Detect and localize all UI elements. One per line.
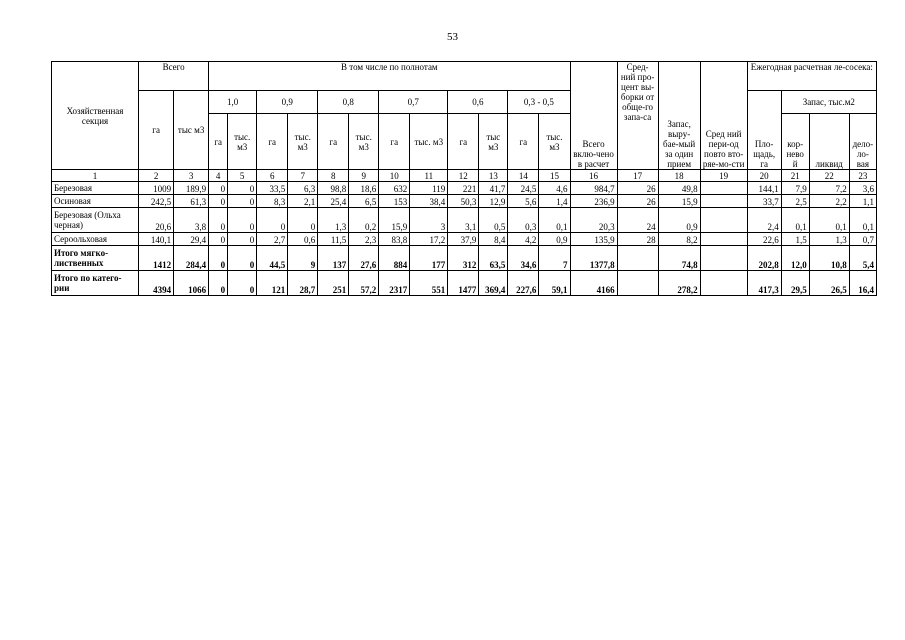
row-cell: 2,4 (747, 208, 781, 233)
col-number: 6 (257, 170, 288, 182)
row-section-name: Березовая (52, 182, 139, 195)
header-row-2 (52, 91, 877, 114)
row-section-name: Итого по катего-рии (52, 271, 139, 296)
col-number: 17 (617, 170, 658, 182)
row-cell: 63,5 (479, 246, 508, 271)
row-cell: 7 (539, 246, 570, 271)
header-harvest-stock: Запас, выру-бае-мый за один прием (658, 62, 700, 170)
row-cell: 0 (288, 208, 318, 233)
header-row-1 (52, 62, 877, 91)
row-cell: 7,9 (781, 182, 809, 195)
row-section-name: Березовая (Ольха черная) (52, 208, 139, 233)
row-cell: 49,8 (658, 182, 700, 195)
row-cell: 29,5 (781, 271, 809, 296)
row-cell: 59,1 (539, 271, 570, 296)
row-cell: 44,5 (257, 246, 288, 271)
header-total: Всего (139, 62, 209, 91)
col-number: 11 (410, 170, 448, 182)
table-row (52, 195, 877, 208)
table-row (52, 233, 877, 246)
header-d2-volume: тыс. м3 (288, 114, 318, 170)
row-cell: 284,4 (174, 246, 209, 271)
row-cell: 5,6 (508, 195, 539, 208)
row-cell: 7,2 (809, 182, 849, 195)
row-cell: 0 (228, 182, 257, 195)
header-d4-ga: га (379, 114, 410, 170)
page-number: 53 (447, 31, 458, 43)
row-cell: 0 (209, 182, 228, 195)
row-cell: 38,4 (410, 195, 448, 208)
row-cell: 1377,8 (570, 246, 617, 271)
cutting-area-table (51, 61, 877, 296)
row-cell: 0 (209, 233, 228, 246)
row-cell: 20,6 (139, 208, 174, 233)
row-cell: 0,6 (288, 233, 318, 246)
col-number: 18 (658, 170, 700, 182)
row-cell: 2317 (379, 271, 410, 296)
row-cell: 0 (228, 208, 257, 233)
row-cell: 4,6 (539, 182, 570, 195)
header-included-total: Всего вклю-чено в расчет (570, 62, 617, 170)
header-density-0-8: 0,8 (318, 91, 379, 114)
row-cell (700, 195, 747, 208)
header-by-density: В том числе по полнотам (209, 62, 570, 91)
row-cell: 153 (379, 195, 410, 208)
row-cell: 1,5 (781, 233, 809, 246)
col-number: 14 (508, 170, 539, 182)
col-number: 1 (52, 170, 139, 182)
row-cell: 24,5 (508, 182, 539, 195)
column-number-row (52, 170, 877, 182)
header-avg-selection-percent: Сред-ний про-цент вы-борки от обще-го запа-са (617, 62, 658, 170)
header-density-0-6: 0,6 (448, 91, 508, 114)
header-commercial-stock: дело-ло-вая (849, 114, 876, 170)
row-cell (700, 182, 747, 195)
col-number: 23 (849, 170, 876, 182)
row-cell: 2,1 (288, 195, 318, 208)
row-cell: 24 (617, 208, 658, 233)
row-cell: 140,1 (139, 233, 174, 246)
header-section: Хозяйственная секция (52, 62, 139, 170)
col-number: 22 (809, 170, 849, 182)
row-cell: 9 (288, 246, 318, 271)
row-cell: 0,7 (849, 233, 876, 246)
row-cell: 29,4 (174, 233, 209, 246)
row-cell: 5,4 (849, 246, 876, 271)
row-section-name: Сероольховая (52, 233, 139, 246)
row-cell: 2,5 (781, 195, 809, 208)
row-cell: 27,6 (349, 246, 379, 271)
col-number: 10 (379, 170, 410, 182)
row-cell: 11,5 (318, 233, 349, 246)
row-cell: 25,4 (318, 195, 349, 208)
table-row (52, 208, 877, 233)
row-cell: 984,7 (570, 182, 617, 195)
col-number: 9 (349, 170, 379, 182)
row-cell: 417,3 (747, 271, 781, 296)
header-d1-volume: тыс. м3 (228, 114, 257, 170)
row-cell (700, 246, 747, 271)
header-total-volume: тыс м3 (174, 91, 209, 170)
row-cell: 3,8 (174, 208, 209, 233)
table-row (52, 182, 877, 195)
header-d3-ga: га (318, 114, 349, 170)
row-cell (617, 246, 658, 271)
row-cell: 15,9 (658, 195, 700, 208)
row-cell: 632 (379, 182, 410, 195)
col-number: 19 (700, 170, 747, 182)
row-cell: 61,3 (174, 195, 209, 208)
row-cell: 37,9 (448, 233, 479, 246)
row-cell: 221 (448, 182, 479, 195)
row-cell: 41,7 (479, 182, 508, 195)
header-density-1-0: 1,0 (209, 91, 257, 114)
row-cell: 1066 (174, 271, 209, 296)
header-root-stock: кор-нево й (781, 114, 809, 170)
row-cell: 28,7 (288, 271, 318, 296)
row-cell: 202,8 (747, 246, 781, 271)
row-cell: 137 (318, 246, 349, 271)
row-cell: 119 (410, 182, 448, 195)
row-cell: 1,3 (318, 208, 349, 233)
col-number: 2 (139, 170, 174, 182)
row-cell: 50,3 (448, 195, 479, 208)
row-cell: 12,0 (781, 246, 809, 271)
header-d5-volume: тыс м3 (479, 114, 508, 170)
row-cell: 0 (209, 195, 228, 208)
row-cell: 236,9 (570, 195, 617, 208)
row-cell: 10,8 (809, 246, 849, 271)
row-cell: 28 (617, 233, 658, 246)
row-cell: 1,3 (809, 233, 849, 246)
row-cell: 6,3 (288, 182, 318, 195)
header-d2-ga: га (257, 114, 288, 170)
row-cell: 98,8 (318, 182, 349, 195)
col-number: 13 (479, 170, 508, 182)
header-total-ga: га (139, 91, 174, 170)
row-cell: 0,2 (349, 208, 379, 233)
header-d1-ga: га (209, 114, 228, 170)
row-cell (700, 233, 747, 246)
row-cell: 8,4 (479, 233, 508, 246)
row-section-name: Осиновая (52, 195, 139, 208)
row-cell: 17,2 (410, 233, 448, 246)
row-cell: 1009 (139, 182, 174, 195)
row-cell: 884 (379, 246, 410, 271)
row-cell: 20,3 (570, 208, 617, 233)
header-stock: Запас, тыс.м2 (781, 91, 876, 114)
row-cell: 2,3 (349, 233, 379, 246)
row-cell: 33,7 (747, 195, 781, 208)
row-cell: 0 (228, 271, 257, 296)
table-row (52, 246, 877, 271)
header-density-0-9: 0,9 (257, 91, 318, 114)
row-cell: 8,2 (658, 233, 700, 246)
header-avg-repeat-period: Сред ний пери-од повто вто-ряе-мо-сти (700, 62, 747, 170)
row-cell: 4,2 (508, 233, 539, 246)
header-d6-volume: тыс. м3 (539, 114, 570, 170)
row-cell: 26,5 (809, 271, 849, 296)
header-d5-ga: га (448, 114, 479, 170)
row-cell: 0 (228, 246, 257, 271)
header-d4-volume: тыс. м3 (410, 114, 448, 170)
row-cell: 83,8 (379, 233, 410, 246)
col-number: 8 (318, 170, 349, 182)
row-cell: 177 (410, 246, 448, 271)
row-cell: 2,2 (809, 195, 849, 208)
row-cell: 4394 (139, 271, 174, 296)
row-cell: 1,4 (539, 195, 570, 208)
row-cell: 34,6 (508, 246, 539, 271)
row-cell: 135,9 (570, 233, 617, 246)
row-cell (700, 208, 747, 233)
row-cell: 22,6 (747, 233, 781, 246)
row-cell (617, 271, 658, 296)
col-number: 7 (288, 170, 318, 182)
header-annual-cutting: Ежегодная расчетная ле-сосека: (747, 62, 876, 91)
col-number: 4 (209, 170, 228, 182)
col-number: 16 (570, 170, 617, 182)
row-cell: 242,5 (139, 195, 174, 208)
header-density-0-7: 0,7 (379, 91, 448, 114)
row-cell: 0,9 (539, 233, 570, 246)
row-cell: 1,1 (849, 195, 876, 208)
col-number: 5 (228, 170, 257, 182)
table-body (52, 182, 877, 296)
row-cell: 1477 (448, 271, 479, 296)
row-cell: 0 (228, 195, 257, 208)
row-cell: 189,9 (174, 182, 209, 195)
row-cell: 0,9 (658, 208, 700, 233)
row-cell: 0,1 (809, 208, 849, 233)
header-liquid-stock: ликвид (809, 114, 849, 170)
row-cell: 3,1 (448, 208, 479, 233)
col-number: 12 (448, 170, 479, 182)
row-cell: 0,1 (781, 208, 809, 233)
row-section-name: Итого мягко-лиственных (52, 246, 139, 271)
row-cell: 369,4 (479, 271, 508, 296)
row-cell: 0,1 (849, 208, 876, 233)
header-d3-volume: тыс. м3 (349, 114, 379, 170)
row-cell: 18,6 (349, 182, 379, 195)
row-cell: 26 (617, 182, 658, 195)
row-cell: 3 (410, 208, 448, 233)
row-cell: 227,6 (508, 271, 539, 296)
row-cell: 12,9 (479, 195, 508, 208)
row-cell: 0,5 (479, 208, 508, 233)
row-cell: 33,5 (257, 182, 288, 195)
col-number: 15 (539, 170, 570, 182)
row-cell: 144,1 (747, 182, 781, 195)
row-cell: 251 (318, 271, 349, 296)
row-cell: 4166 (570, 271, 617, 296)
row-cell: 312 (448, 246, 479, 271)
col-number: 3 (174, 170, 209, 182)
row-cell: 3,6 (849, 182, 876, 195)
row-cell: 0 (257, 208, 288, 233)
row-cell: 16,4 (849, 271, 876, 296)
row-cell: 1412 (139, 246, 174, 271)
col-number: 21 (781, 170, 809, 182)
row-cell: 74,8 (658, 246, 700, 271)
row-cell: 121 (257, 271, 288, 296)
row-cell: 8,3 (257, 195, 288, 208)
row-cell: 0,3 (508, 208, 539, 233)
row-cell: 0 (209, 246, 228, 271)
row-cell: 2,7 (257, 233, 288, 246)
table-row (52, 271, 877, 296)
row-cell (700, 271, 747, 296)
row-cell: 15,9 (379, 208, 410, 233)
header-d6-ga: га (508, 114, 539, 170)
header-area: Пло-щадь, га (747, 91, 781, 170)
row-cell: 0 (228, 233, 257, 246)
row-cell: 0,1 (539, 208, 570, 233)
row-cell: 0 (209, 271, 228, 296)
row-cell: 57,2 (349, 271, 379, 296)
header-density-0-3-0-5: 0,3 - 0,5 (508, 91, 570, 114)
row-cell: 278,2 (658, 271, 700, 296)
row-cell: 6,5 (349, 195, 379, 208)
col-number: 20 (747, 170, 781, 182)
row-cell: 551 (410, 271, 448, 296)
row-cell: 26 (617, 195, 658, 208)
row-cell: 0 (209, 208, 228, 233)
